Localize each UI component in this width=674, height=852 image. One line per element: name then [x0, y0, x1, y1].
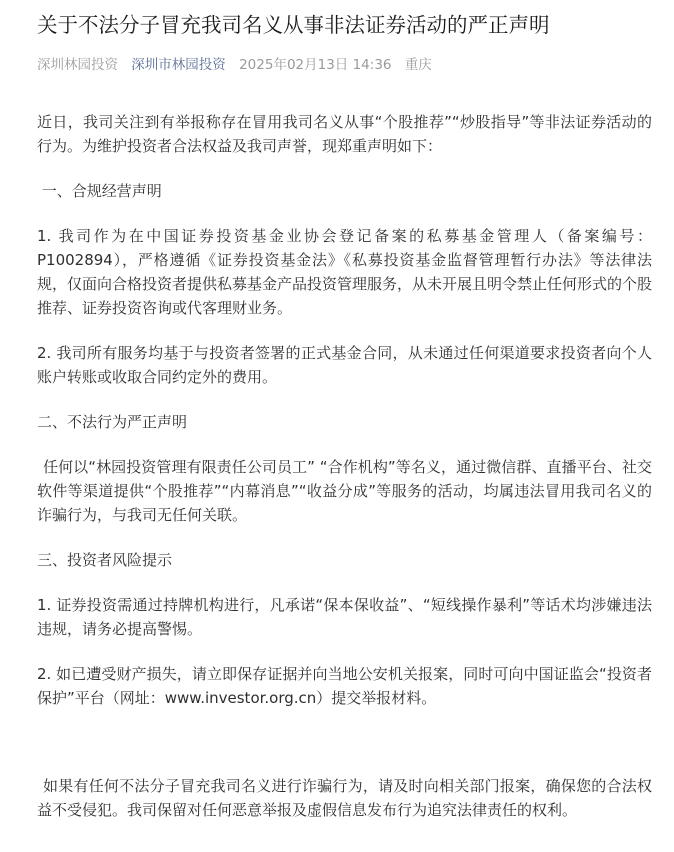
account-link[interactable]: 深圳市林园投资 — [131, 57, 226, 73]
publish-datetime: 2025年02月13日 14:36 — [239, 57, 392, 73]
section-3-paragraph-1: 1. 证券投资需通过持牌机构进行，凡承诺“保本保收益”、“短线操作暴利”等话术均涉嫌违法违规，请务必提高警惕。 — [37, 596, 652, 638]
article-title: 关于不法分子冒充我司名义从事非法证券活动的严正声明 — [37, 13, 550, 37]
article-body — [37, 110, 652, 822]
section-1-paragraph-2: 2. 我司所有服务均基于与投资者签署的正式基金合同，从未通过任何渠道要求投资者向个人账户转账或收取合同约定外的费用。 — [37, 344, 652, 386]
section-1-heading: 一、合规经营声明 — [37, 182, 162, 200]
section-1-paragraph-1: 1. 我司作为在中国证券投资基金业协会登记备案的私募基金管理人（备案编号：P1002894），严格遵循《证券投资基金法》《私募投资基金监督管理暂行办法》等法律法规，仅面向合格投资者提供私募基金产品投资管理服务，从未开展且明令禁止任何形式的个股推荐、证券投资咨询或代客理财业务。 — [37, 227, 653, 317]
article-meta — [37, 56, 652, 74]
author-name: 深圳林园投资 — [37, 57, 118, 73]
section-2-heading: 二、不法行为严正声明 — [37, 413, 188, 431]
closing-paragraph: 如果有任何不法分子冒充我司名义进行诈骗行为，请及时向相关部门报案，确保您的合法权益不受侵犯。我司保留对任何恶意举报及虚假信息发布行为追究法律责任的权利。 — [37, 777, 652, 819]
publish-location: 重庆 — [404, 57, 432, 73]
section-3-heading: 三、投资者风险提示 — [37, 551, 173, 569]
intro-paragraph: 近日，我司关注到有举报称存在冒用我司名义从事“个股推荐”“炒股指导”等非法证券活动的行为。为维护投资者合法权益及我司声誉，现郑重声明如下： — [37, 113, 652, 155]
section-3-paragraph-2: 2. 如已遭受财产损失，请立即保存证据并向当地公安机关报案，同时可向中国证监会“投资者保护”平台（网址：www.investor.org.cn）提交举报材料。 — [37, 665, 652, 707]
section-2-paragraph-1: 任何以“林园投资管理有限责任公司员工” “合作机构”等名义，通过微信群、直播平台、社交软件等渠道提供“个股推荐”“内幕消息”“收益分成”等服务的活动，均属违法冒用我司名义的诈骗行为，与我司无任何关联。 — [37, 458, 652, 524]
